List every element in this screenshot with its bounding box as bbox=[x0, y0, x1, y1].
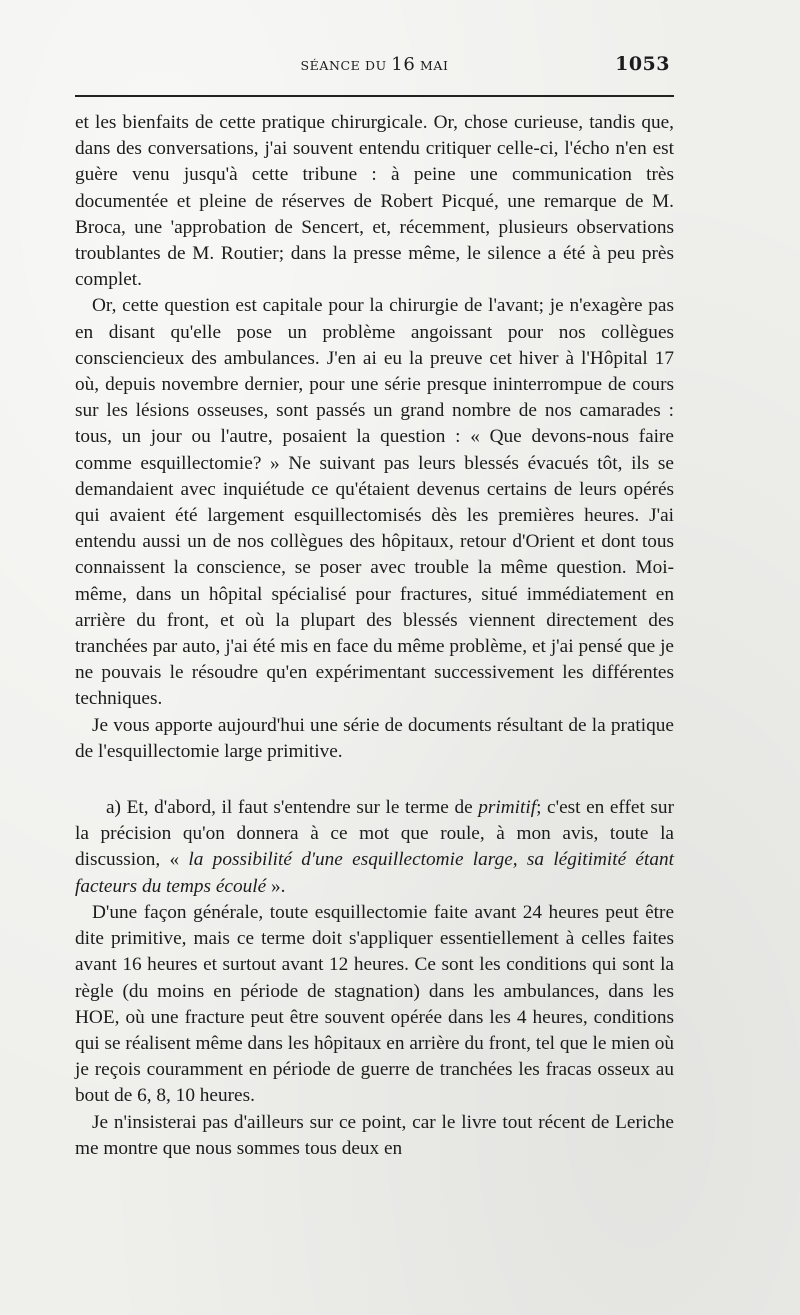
paragraph-definition-primitive: D'une façon générale, toute esquillectomie faite avant 24 heures peut être dite primitive, mais ce terme doit s'appliquer essentiellement à celles faites avant 16 heures et surtout avant 12 heures. Ce sont les conditions qui sont la règle (du moins en période de stagnation) dans les ambulances, dans les HOE, où une fracture peut être souvent opérée dans les 4 heures, conditions qui se réalisent même dans les hôpitaux en arrière du front, tel que le mien où je reçois couramment en période de guerre de tranchées les fracas osseux au bout de 6, 8, 10 heures. bbox=[75, 901, 674, 1107]
page-number: 1053 bbox=[615, 53, 670, 75]
section-a-text-1: a) Et, d'abord, il faut s'entendre sur le terme de bbox=[106, 797, 479, 819]
body-text bbox=[75, 110, 674, 1162]
header-title-prefix: SÉANCE DU bbox=[300, 58, 392, 73]
paragraph-leriche: Je n'insisterai pas d'ailleurs sur ce point, car le livre tout récent de Leriche me montre que nous sommes tous deux en bbox=[75, 1111, 674, 1159]
section-a-text-2: ; c'est en effet sur la précision qu'on donnera à ce mot que roule, à mon avis, toute la discussion, « bbox=[75, 797, 674, 871]
section-a-quote: la possibilité d'une esquillectomie large, sa légitimité étant facteurs du temps écoulé bbox=[75, 849, 674, 897]
header-title-month: MAI bbox=[415, 58, 449, 73]
paragraph-question-capitale: Or, cette question est capitale pour la chirurgie de l'avant; je n'exagère pas en disant qu'elle pose un problème angoissant pour nos collègues consciencieux des ambulances. J'en ai eu la preuve cet hiver à l'Hôpital 17 où, depuis novembre dernier, pour une série presque ininterrompue de cours sur les lésions osseuses, sont passés un grand nombre de nos camarades : tous, un jour ou l'autre, posaient la question : « Que devons-nous faire comme esquillectomie? » Ne suivant pas leurs blessés évacués tôt, ils se demandaient avec inquiétude ce qu'étaient devenus certains de leurs opérés qui avaient été largement esquillectomisés dès les premières heures. J'ai entendu aussi un de nos collègues des hôpitaux, retour d'Orient et dont tous connaissent la conscience, se poser avec trouble la même question. Moi-même, dans un hôpital spécialisé pour fractures, situé immédiatement en arrière du front, et où la plupart des blessés viennent directement des tranchées par auto, j'ai été mis en face du même problème, et j'ai pensé que je ne pouvais le résoudre qu'en expérimentant successivement les différentes techniques. bbox=[75, 295, 674, 710]
section-gap bbox=[75, 765, 674, 795]
running-header bbox=[75, 54, 674, 80]
paragraph-documents: Je vous apporte aujourd'hui une série de documents résultant de la pratique de l'esquillectomie large primitive. bbox=[75, 714, 674, 762]
paragraph-section-a bbox=[75, 795, 674, 900]
running-header-title bbox=[75, 54, 674, 75]
section-a-text-3: ». bbox=[266, 875, 286, 897]
header-title-day: 16 bbox=[391, 54, 416, 75]
paragraph-continued: et les bienfaits de cette pratique chirurgicale. Or, chose curieuse, tandis que, dans des conversations, j'ai souvent entendu critiquer celle-ci, l'écho n'en est guère venu jusqu'à cette tribune : à peine une communication très documentée et pleine de réserves de Robert Picqué, une remarque de M. Broca, une 'approbation de Sencert, et, récemment, plusieurs observations troublantes de M. Routier; dans la presse même, le silence a été à peu près complet. bbox=[75, 112, 674, 291]
header-rule bbox=[75, 95, 674, 97]
section-a-term: primitif bbox=[478, 797, 537, 819]
